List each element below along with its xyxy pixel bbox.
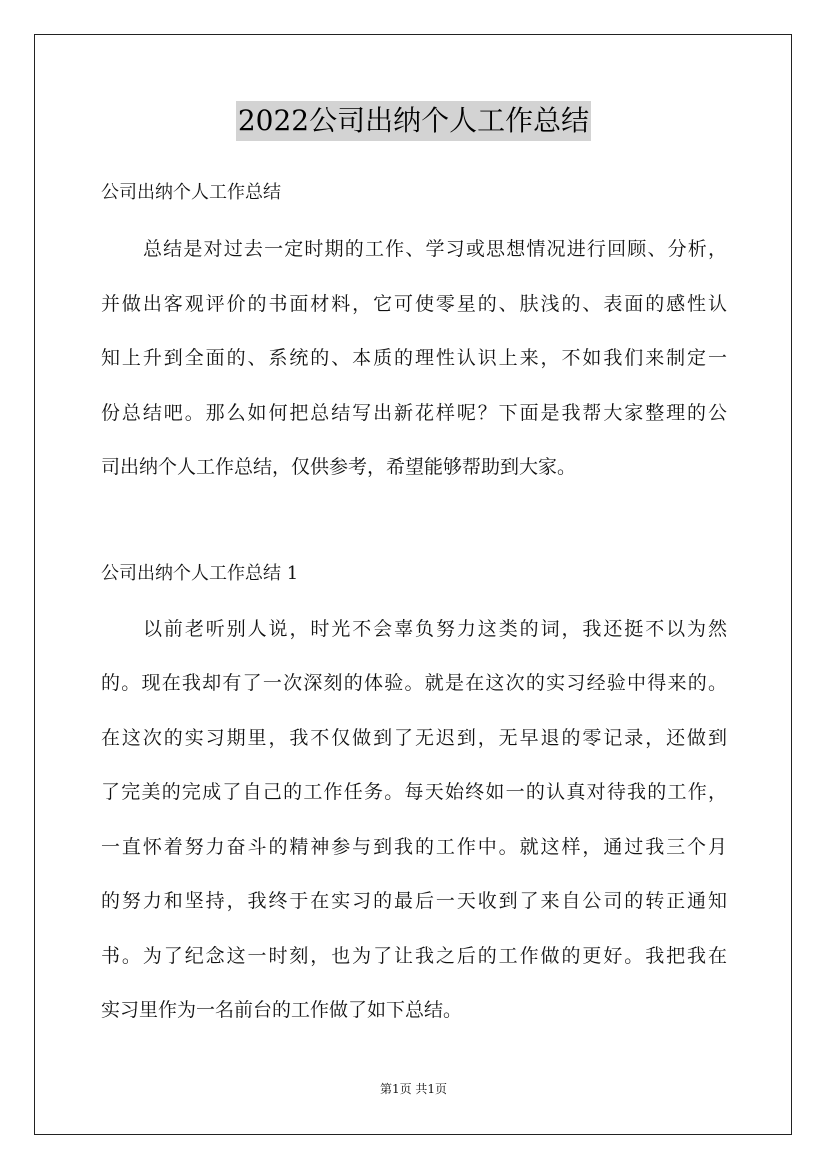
intro-heading: 公司出纳个人工作总结 — [101, 182, 281, 203]
page-footer: 第1页 共1页 — [379, 1082, 448, 1096]
section1-line: 了完美的完成了自己的工作任务。每天始终如一的认真对待我的工作， — [101, 781, 727, 803]
section1-line: 实习里作为一名前台的工作做了如下总结。 — [101, 999, 463, 1021]
section1-line: 以前老听别人说，时光不会辜负努力这类的词，我还挺不以为然 — [143, 618, 727, 640]
intro-line: 司出纳个人工作总结，仅供参考，希望能够帮助到大家。 — [101, 456, 577, 478]
intro-line: 总结是对过去一定时期的工作、学习或思想情况进行回顾、分析， — [143, 238, 727, 260]
section1-line: 在这次的实习期里，我不仅做到了无迟到，无早退的零记录，还做到 — [101, 727, 727, 749]
section1-line: 的努力和坚持，我终于在实习的最后一天收到了来自公司的转正通知 — [101, 890, 727, 912]
section1-line: 的。现在我却有了一次深刻的体验。就是在这次的实习经验中得来的。 — [101, 672, 727, 694]
intro-line: 份总结吧。那么如何把总结写出新花样呢？下面是我帮大家整理的公 — [101, 402, 727, 424]
section1-line: 一直怀着努力奋斗的精神参与到我的工作中。就这样，通过我三个月 — [101, 836, 727, 858]
section1-heading: 公司出纳个人工作总结 1 — [101, 563, 299, 584]
section1-line: 书。为了纪念这一时刻，也为了让我之后的工作做的更好。我把我在 — [101, 945, 727, 967]
document-title: 2022公司出纳个人工作总结 — [236, 101, 591, 141]
title-wrap — [0, 101, 827, 141]
intro-line: 知上升到全面的、系统的、本质的理性认识上来，不如我们来制定一 — [101, 347, 727, 369]
intro-line: 并做出客观评价的书面材料，它可使零星的、肤浅的、表面的感性认 — [101, 293, 727, 315]
